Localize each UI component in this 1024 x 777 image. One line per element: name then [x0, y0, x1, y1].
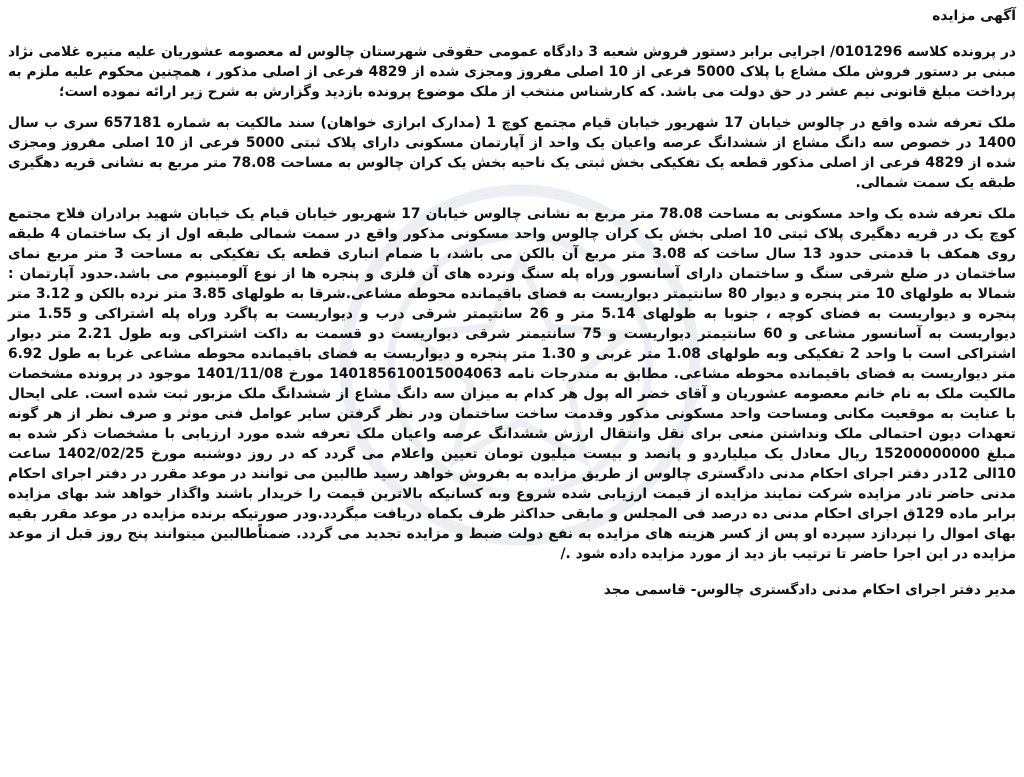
- auction-notice: [8, 6, 1016, 600]
- notice-paragraph-case: در پرونده کلاسه 0101296/ اجرایی برابر دستور فروش شعبه 3 دادگاه عمومی حقوقی شهرستان چالوس له معصومه عشوریان علیه منیره غلامی نژاد مبنی بر دستور فروش ملک مشاع با پلاک 5000 فرعی از 10 اصلی مفروز ومجزی شده از 4829 فرعی از اصلی مذکور ، همچنین محکوم علیه ملزم به پرداخت مبلغ قانونی نیم عشر در حق دولت می باشد. که کارشناس منتخب از ملک موضوع پرونده بازدید وگزارش به شرح زیر ارائه نموده است؛: [8, 44, 1016, 100]
- notice-title: آگهی مزایده: [932, 8, 1016, 24]
- notice-paragraph-details: ملک تعرفه شده یک واحد مسکونی به مساحت 78.08 متر مربع به نشانی چالوس خیابان 17 شهریور خیابان قیام یک خیابان شهید برادران فلاح مجتمع کوچ یک در قریه دهگیری پلاک ثبتی 10 اصلی بخش یک کران چالوس واحد مسکونی مذکور واقع در سمت شمالی طبقه اول از یک ساختمان 4 طبقه روی همکف با قدمتی حدود 13 سال ساخت که 3.08 متر مربع آن بالکن می باشد، با ضمام انباری قطعه یک تفکیکی به مساحت 3 متر مربع نمای ساختمان در ضلع شرقی سنگ و ساختمان دارای آسانسور وراه پله سنگ ونرده های آن فلزی و پنجره ها از نوع آلومینیوم می باشد.حدود آپارتمان : شمالا به طولهای 10 متر پنجره و دیوار 80 سانتیمتر دیواریست به فضای باقیمانده محوطه مشاعی.شرقا به طولهای 3.85 متر نرده بالکن و 3.12 متر پنجره و دیواریست به فضای کوچه ، جنوبا به طولهای 5.14 متر و 26 سانتیمتر شرقی درب و دیواریست به پاگرد وراه پله اشتراکی و 1.55 متر دیواریست به آسانسور مشاعی و 60 سانتیمتر دیواریست و 75 سانتیمتر شرقی دیواریست دو قسمت به داکت اشتراکی وبه طول 2.21 متر دیوار اشتراکی است با واحد 2 تفکیکی وبه طولهای 1.08 متر غربی و 1.30 متر پنجره و دیواریست به فضای باقیمانده محوطه مشاعی غربا به طول 6.92 متر دیواریست به فضای باقیمانده محوطه مشاعی. مطابق به مندرجات نامه 140185610015004063 مورخ 1401/11/08 موجود در پرونده مشخصات مالکیت ملک به نام خانم معصومه عشوریان و آقای خضر اله پول هر کدام به میزان سه دانگ مشاع از ششدانگ ملک مزبور ثبت شده است. علی ایحال با عنایت به موقعیت مکانی ومساحت واحد مسکونی مذکور وقدمت ساخت ساختمان ودر نظر گرفتن سایر عوامل فنی موثر و صرف نظر از هر گونه تعهدات دیون احتمالی ملک ونداشتن منعی برای نقل وانتقال ارزش ششدانگ عرصه واعیان ملک تعرفه شده مورد ارزیابی با مشخصات ذکر شده به مبلغ 15200000000 ریال معادل یک میلیاردو و پانصد و بیست میلیون تومان تعیین واعلام می گردد که در روز دوشنبه مورخ 1402/02/25 ساعت 10الی 12در دفتر اجرای احکام مدنی دادگستری چالوس از طریق مزایده به بفروش خواهد رسید طالبین می توانند در موعد مقرر در دفتر اجرای احکام مدنی حاضر تادر مزایده شرکت نمایند مزایده از قیمت ارزیابی شده شروع وبه کسانیکه بالاترین قیمت را خریدار باشند واگذار خواهد شد بهای مزایده برابر ماده 129ق اجرای احکام مدنی ده درصد فی المجلس و مابقی حداکثر ظرف یکماه دریافت میگردد.ودر صورتیکه برنده مزایده در موعد مقرر بقیه بهای اموال را نپردازد سپرده او پس از کسر هزینه های مزایده به نفع دولت ضبط و مزایده تجدید می گردد. ضمناًطالبین میتوانند پنج روز قبل از موعد مزایده در این اجرا حاضر تا ترتیب باز دید از مورد مزایده داده شود ./: [8, 206, 1017, 562]
- notice-signature: مدیر دفتر اجرای احکام مدنی دادگستری چالوس- قاسمی مجد: [603, 582, 1016, 598]
- notice-paragraph-property: ملک تعرفه شده واقع در چالوس خیابان 17 شهریور خیابان قیام مجتمع کوچ 1 (مدارک ابرازی خواهان) سند مالکیت به شماره 657181 سری ب سال 1400 در خصوص سه دانگ مشاع از ششدانگ عرصه واعیان یک واحد از آپارتمان مسکونی دارای پلاک ثبتی 5000 فرعی از 10 اصلی مفروز ومجزی شده از 4829 فرعی از اصلی مذکور قطعه یک تفکیکی بخش ثبتی یک ناحیه بخش یک کران چالوس به مساحت 78.08 متر مربع به نشانی قریه دهگیری طبقه یک سمت شمالی.: [8, 115, 1016, 191]
